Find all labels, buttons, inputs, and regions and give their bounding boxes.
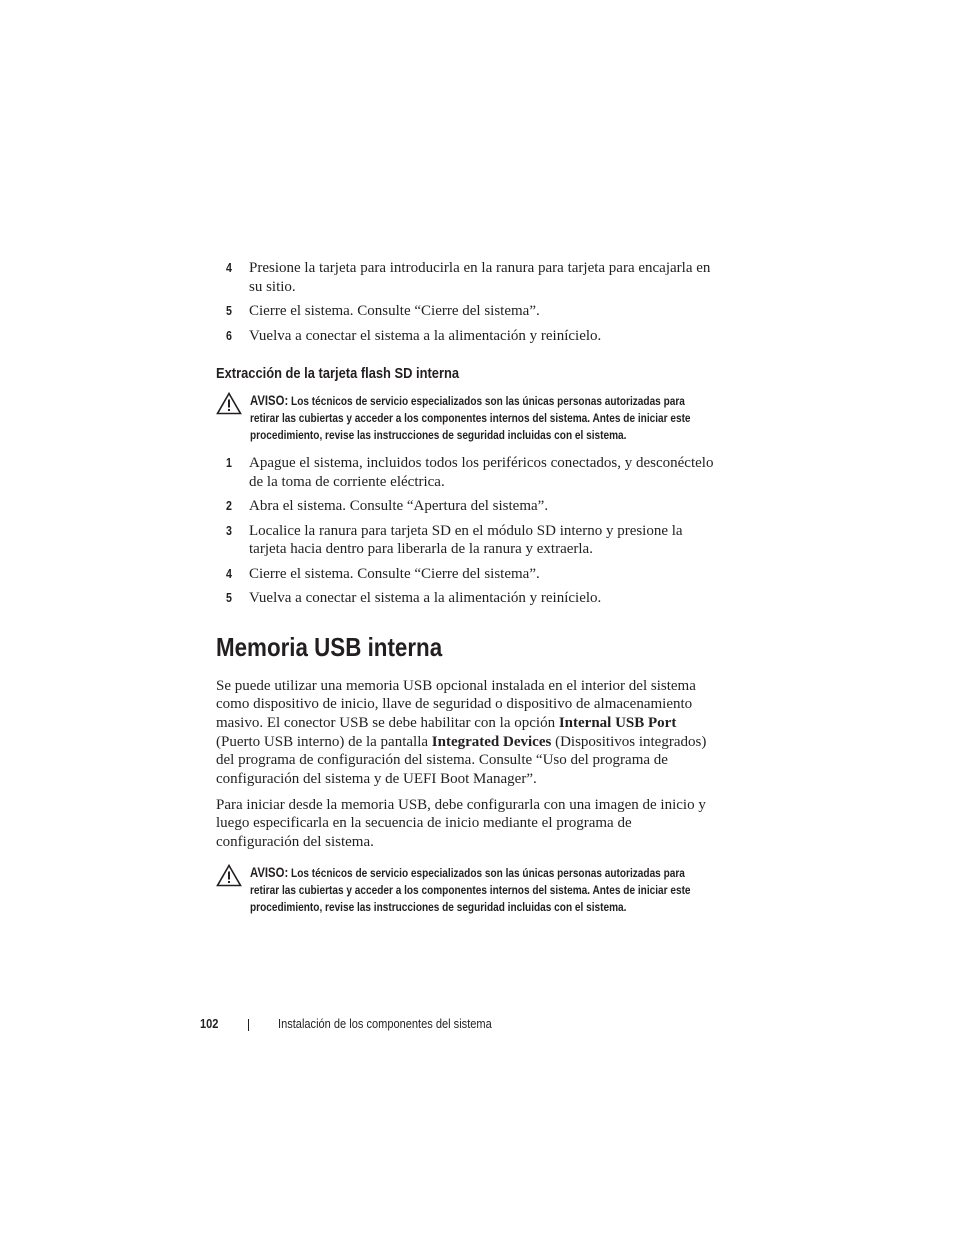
step-text: Vuelva a conectar el sistema a la alimentación y reinícielo. (249, 327, 602, 344)
step-text: Apague el sistema, incluidos todos los periféricos conectados, y desconéctelo de la toma de corriente eléctrica. (249, 455, 714, 490)
main-heading: Memoria USB interna (216, 631, 443, 662)
step-item (216, 259, 716, 296)
step-item (216, 302, 716, 321)
warning-triangle-icon (216, 392, 242, 415)
warning-notice (216, 864, 716, 916)
step-text: Cierre el sistema. Consulte “Cierre del sistema”. (249, 565, 540, 582)
footer-title: Instalación de los componentes del sistema (278, 1016, 492, 1031)
page-number: 102 (200, 1016, 219, 1031)
warning-triangle-icon (216, 864, 242, 887)
step-text: Presione la tarjeta para introducirla en la ranura para tarjeta para encajarla en su sitio. (249, 260, 711, 295)
warning-notice (216, 392, 716, 444)
footer-divider (248, 1019, 249, 1031)
section-heading: Extracción de la tarjeta flash SD interna (216, 365, 460, 382)
page-content (216, 259, 716, 926)
step-number: 1 (226, 455, 232, 470)
notice-body: Los técnicos de servicio especializados son las únicas personas autorizadas para retirar las cubiertas y acceder a los componentes internos del sistema. Antes de iniciar este procedimiento, revise las instrucciones de seguridad incluidas con el sistema. (250, 865, 691, 914)
paragraph-usb-intro (216, 677, 716, 789)
notice-text (250, 864, 710, 916)
screen-name: Integrated Devices (431, 733, 552, 750)
step-item (216, 327, 716, 346)
step-text: Vuelva a conectar el sistema a la alimentación y reinícielo. (249, 590, 602, 606)
para-text: Se puede utilizar una memoria USB opcional instalada en el interior del sistema como dispositivo de inicio, llave de seguridad o dispositivo de almacenamiento masivo. El conector USB se debe habilitar con la opción (216, 677, 696, 731)
step-item (216, 522, 716, 559)
step-text: Abra el sistema. Consulte “Apertura del sistema”. (249, 498, 549, 514)
notice-text (250, 392, 710, 444)
step-number: 3 (226, 522, 232, 538)
step-number: 6 (226, 327, 232, 343)
step-number: 5 (226, 590, 232, 605)
notice-label: AVISO: (250, 864, 289, 880)
step-number: 5 (226, 303, 232, 318)
para-text: (Dispositivos integrados) del programa de configuración del sistema. Consulte “Uso del programa de configuración del sistema y de UEFI Boot Manager”. (216, 733, 707, 788)
step-number: 4 (226, 260, 232, 275)
notice-body: Los técnicos de servicio especializados son las únicas personas autorizadas para retirar las cubiertas y acceder a los componentes internos del sistema. Antes de iniciar este procedimiento, revise las instrucciones de seguridad incluidas con el sistema. (250, 394, 691, 442)
para-text: (Puerto USB interno) de la pantalla (216, 733, 432, 750)
step-item (216, 589, 716, 608)
option-name: Internal USB Port (558, 714, 677, 731)
step-item (216, 497, 716, 516)
step-item (216, 565, 716, 584)
notice-label: AVISO: (250, 393, 289, 408)
step-number: 2 (226, 498, 232, 513)
paragraph-usb-boot: Para iniciar desde la memoria USB, debe configurarla con una imagen de inicio y luego especificarla en la secuencia de inicio mediante el programa de configuración del sistema. (216, 796, 706, 851)
step-text: Cierre el sistema. Consulte “Cierre del sistema”. (249, 303, 540, 319)
step-item (216, 454, 716, 491)
step-number: 4 (226, 565, 232, 581)
step-text: Localice la ranura para tarjeta SD en el módulo SD interno y presione la tarjeta hacia dentro para liberarla de la ranura y extraerla. (249, 522, 683, 557)
